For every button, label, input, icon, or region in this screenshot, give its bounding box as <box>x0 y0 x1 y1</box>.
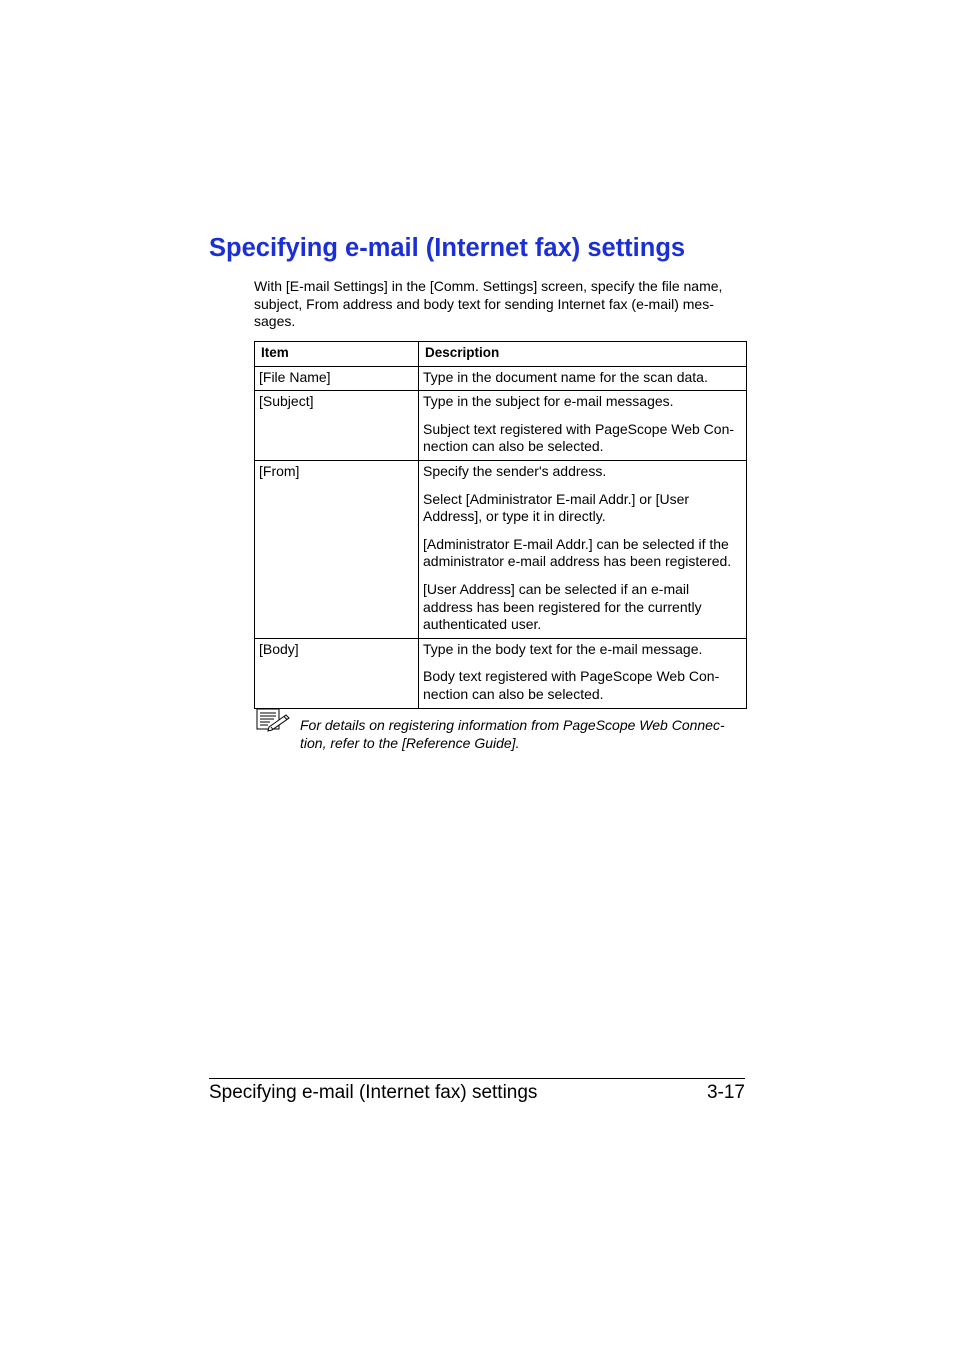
description-text: Body text registered with PageScope Web Con-nection can also be selected. <box>423 668 720 702</box>
description-text: Subject text registered with PageScope Web Con-nection can also be selected. <box>423 420 735 455</box>
description-text: Type in the document name for the scan data. <box>423 368 708 385</box>
item-cell: [File Name] <box>255 366 419 391</box>
table-row <box>255 460 747 638</box>
note-pencil-icon <box>256 708 290 732</box>
description-text: Type in the body text for the e-mail message. <box>423 640 703 657</box>
item-cell: [Body] <box>255 638 419 708</box>
footer-divider <box>209 1078 745 1079</box>
description-text: Specify the sender's address. <box>423 462 607 479</box>
description-cell <box>419 366 747 391</box>
intro-paragraph: With [E-mail Settings] in the [Comm. Settings] screen, specify the file name, subject, From address and body text for sending Internet fax (e-mail) mes-sages. <box>254 278 723 330</box>
description-cell <box>419 460 747 638</box>
item-cell: [Subject] <box>255 391 419 461</box>
table-row <box>255 638 747 708</box>
page-title: Specifying e-mail (Internet fax) settings <box>209 234 686 262</box>
description-text: Type in the subject for e-mail messages. <box>423 393 674 410</box>
description-text: [Administrator E-mail Addr.] can be selected if the administrator e-mail address has been registered. <box>423 535 732 570</box>
settings-table <box>254 341 747 709</box>
note-text: For details on registering information from PageScope Web Connec-tion, refer to the [Reference Guide]. <box>300 717 725 751</box>
description-cell <box>419 391 747 461</box>
description-text: Select [Administrator E-mail Addr.] or [User Address], or type it in directly. <box>423 490 690 525</box>
description-text: [User Address] can be selected if an e-mail address has been registered for the currently authenticated user. <box>423 580 702 633</box>
table-row <box>255 391 747 461</box>
description-cell <box>419 638 747 708</box>
header-item: Item <box>255 342 419 367</box>
item-cell: [From] <box>255 460 419 638</box>
footer-page-number: 3-17 <box>706 1082 745 1103</box>
header-description: Description <box>419 342 747 367</box>
table-header-row <box>255 342 747 367</box>
footer-section-title: Specifying e-mail (Internet fax) settings <box>209 1082 538 1103</box>
table-row <box>255 366 747 391</box>
